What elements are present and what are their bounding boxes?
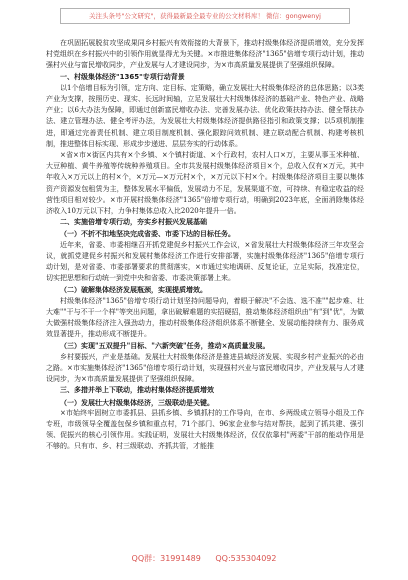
paragraph: ×省×市×街区内共有×个乡镇、×个镇村街道、×个行政村，农村人口×万，主要从事玉米种植、大豆种植、黄牛养殖等传统种养殖项目。全市共发展村级集体经济项目×个，总收入仅有×万元，其中年收入×万元以上的村×个，×万元—×万元村×个，×万元以下村×个。村级集体经济项目主要以集体资产资源发包租赁为主，整体发展水平偏低，发展动力不足，发展渠道不宽，可持续、有稳定收益的经营性项目相对较少。×市开展村级集体经济"1365"倍增专项行动，明确到2023年底，全面消除集体经济收入10万元以下村，力争村集体总收入比2020年提升一倍。	[46, 151, 364, 216]
header-banner: 关注头条号"公文研究"，获得最新最全最专业的公文材料库！ 微信：gongwenyj	[60, 8, 350, 24]
paragraph: 乡村要振兴，产业是基础。发展壮大村级集体经济是推进县域经济发展、实现乡村产业振兴的必由之路。×市实施集体经济"1365"倍增专项行动计划，实现强村兴业与富民增收同步，产业发展与人才建设同步，为×市高质量发展提供了坚强组织保障。	[46, 352, 364, 384]
paragraph: 村级集体经济"1365"倍增专项行动计划坚持问题导向，着眼于解决"不会选、选不准""起步难、壮大难""干与不干一个样"等突出问题，拿出破解难题的实招硬招，推动集体经济组织由"有"到"优"，为做大做强村级集体经济注入强劲动力，推动村级集体经济组织体系不断健全、发展动能持续有力、服务成效显著提升，推动形成不断提升。	[46, 296, 364, 339]
subheading: （三）实现"五双提升"目标、"六新突破"任务，推动×高质量发展。	[60, 341, 270, 351]
footer-qq-group: QQ群：31991489	[131, 554, 201, 563]
subheading: （二）破解集体经济发展瓶颈，实现提质增效。	[60, 285, 207, 295]
heading-section-1: 一、村级集体经济"1365"专项行动背景	[60, 72, 185, 81]
document-body	[46, 38, 364, 548]
paragraph: 近年来，省委、市委相继召开抓党建促乡村振兴工作会议，×省发展壮大村级集体经济三年攻坚会议，就抓党建促乡村振兴和发展村集体经济工作进行安排部署，实施村级集体经济"1365"倍增专项行动计划，是对省委、市委部署要求的贯彻落实，×市通过实地调研、反复论证，立足实际，找准定位，切实把思想和行动统一到党中央和省委、市委决策部署上来。	[46, 240, 364, 283]
paragraph-intro: 在巩固拓展脱贫攻坚成果同乡村振兴有效衔接的大背景下，推动村级集体经济提质增效，充分发挥村党组织在乡村振兴中的引领作用就显得尤为关键。×市推进集体经济"1365"倍增专项行动计划，推动强村兴业与富民增收同步，产业发展与人才建设同步，为×市高质量发展提供了坚强组织保障。	[46, 39, 364, 70]
subheading: （一）不折不扣地坚决完成省委、市委下达的目标任务。	[60, 229, 235, 239]
heading-section-3: 三、多措并举上下联动，推动村集体经济提质增效	[60, 386, 214, 395]
heading-section-2: 二、实施倍增专项行动，夯实乡村振兴发展基础	[60, 218, 207, 227]
subheading: （一）发展壮大村级集体经济，三级联动是关键。	[60, 397, 214, 407]
footer	[0, 553, 408, 564]
footer-qq-contact: QQ:535304092	[215, 554, 277, 563]
paragraph: ×市始终牢固树立市委抓县、县抓乡镇、乡镇抓村的工作导向，在市、乡两级成立领导小组及工作专班，市级领导全覆盖包保乡镇和重点村，71个部门、96家企业参与结对帮扶，起到了抓共建、强引领、促振兴的核心引领作用。实践证明，发展壮大村级集体经济，仅仅依靠村"两委"干部的能动作用是不够的。只有市、乡、村三级联动、齐抓共管，才能推	[46, 408, 364, 451]
paragraph: 以1个倍增目标为引领，定方向、定目标、定策略，确立发展壮大村级集体经济的总体思路；以3类产业为支撑，按照历史、现实、长远时间轴，立足发展壮大村级集体经济的基础产业、特色产业、战略产业；以6大办法为保障，即通过创新富民增收办法、完善发展办法、优化政策扶持办法、健全帮扶办法、建立管理办法、健全考评办法，为发展壮大村级集体经济提供路径指引和政策支撑；以5项机制推进，即通过完善责任机制、建立项目制度机制、强化跟踪问效机制、建立联动配合机制、构建考核机制，推进整体目标实现、形成步步递进、层层夯实的行动体系。	[46, 83, 364, 148]
